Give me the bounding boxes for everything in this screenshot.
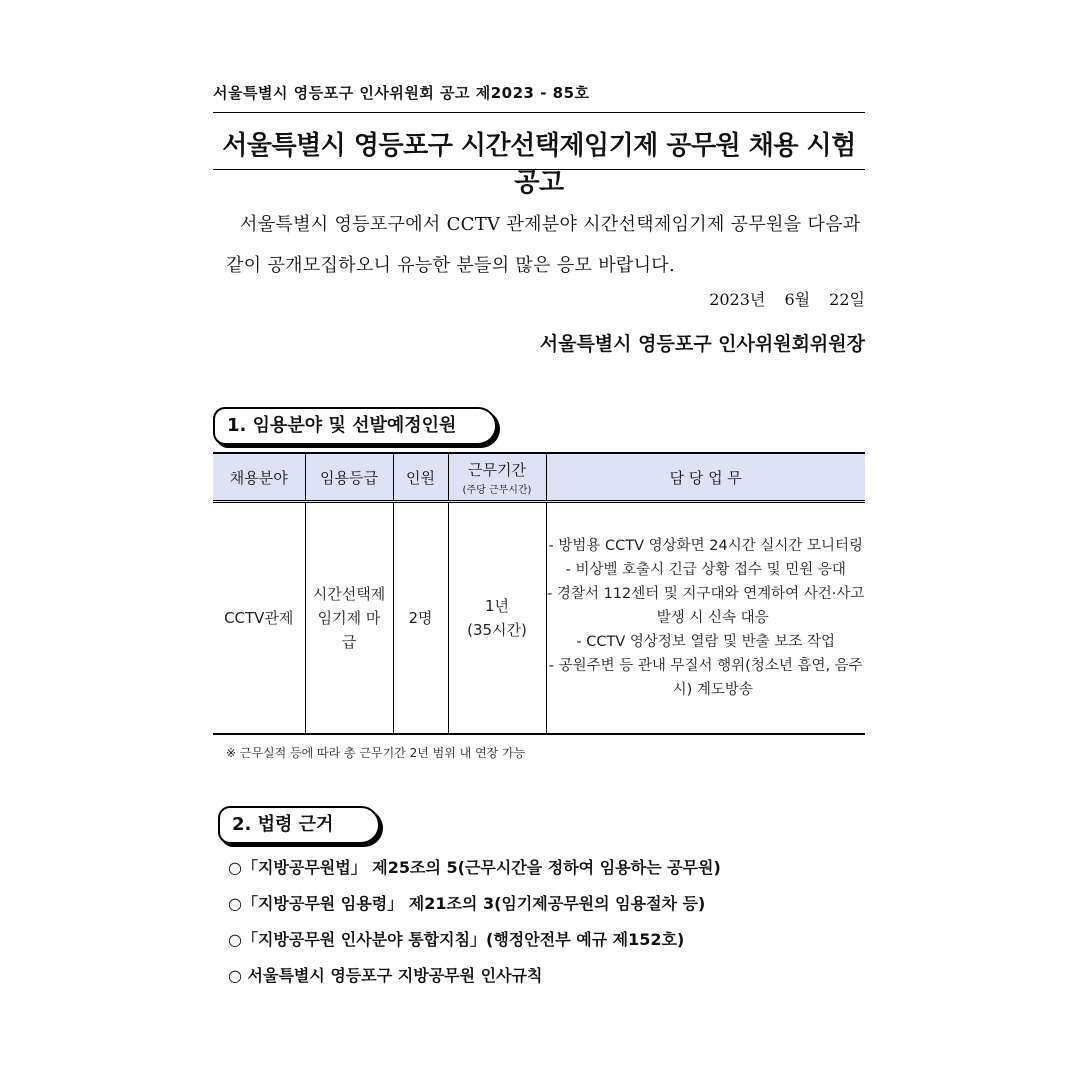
duty-item: - 비상벨 호출시 긴급 상황 접수 및 민원 응대 [565,562,846,578]
legal-basis-item: ○ 서울특별시 영등포구 지방공무원 인사규칙 [228,966,543,985]
header-period [448,453,546,502]
table-footnote: ※ 근무실적 등에 따라 총 근무기간 2년 범위 내 연장 가능 [226,746,526,760]
duties-list [547,534,866,702]
duty-item: - 공원주변 등 관내 무질서 행위(청소년 흡연, 음주 시) 계도방송 [548,658,863,698]
cell-period-value: 1년 [484,597,510,615]
cell-duties [546,502,865,735]
section1-heading: 1. 임용분야 및 선발예정인원 [213,407,497,445]
cell-grade-text: 시간선택제 임기제 마급 [312,585,386,651]
section2-heading: 2. 법령 근거 [218,806,380,844]
duty-item: - CCTV 영상정보 열람 및 반출 보조 작업 [576,634,836,650]
duty-item: - 방범용 CCTV 영상화면 24시간 실시간 모니터링 [548,538,863,554]
page-title: 서울특별시 영등포구 시간선택제임기제 공무원 채용 시험 공고 [222,131,856,198]
cell-field: CCTV관제 [213,502,305,735]
header-period-label: 근무기간 [468,460,526,479]
header-period-sub: (주당 근무시간) [462,484,532,496]
legal-basis-item: ○「지방공무원법」 제25조의 5(근무시간을 정하여 임용하는 공무원) [228,858,721,877]
legal-basis-list [228,850,721,994]
cell-hours-value: (35시간) [467,621,527,639]
duty-item: - 경찰서 112센터 및 지구대와 연계하여 사건·사고 발생 시 신속 대응 [547,586,865,626]
header-count: 인원 [393,453,448,502]
legal-basis-item: ○「지방공무원 인사분야 통합지침」(행정안전부 예규 제152호) [228,930,685,949]
signer: 서울특별시 영등포구 인사위원회위원장 [539,333,865,355]
cell-grade [305,502,393,735]
notice-number: 서울특별시 영등포구 인사위원회 공고 제2023 - 85호 [213,84,590,102]
cell-period [448,502,546,735]
table-header-row [213,453,865,502]
cell-count: 2명 [393,502,448,735]
recruitment-table [213,452,865,735]
table-row [213,502,865,735]
legal-basis-item: ○「지방공무원 임용령」 제21조의 3(임기제공무원의 임용절차 등) [228,894,706,913]
header-grade: 임용등급 [305,453,393,502]
intro-paragraph: 서울특별시 영등포구에서 CCTV 관제분야 시간선택제임기제 공무원을 다음과 같이 공개모집하오니 유능한 분들의 많은 응모 바랍니다. [226,214,861,276]
title-box [213,112,865,198]
header-duties: 담 당 업 무 [546,453,865,502]
announcement-date: 2023년 6월 22일 [709,290,865,309]
header-field: 채용분야 [213,453,305,502]
